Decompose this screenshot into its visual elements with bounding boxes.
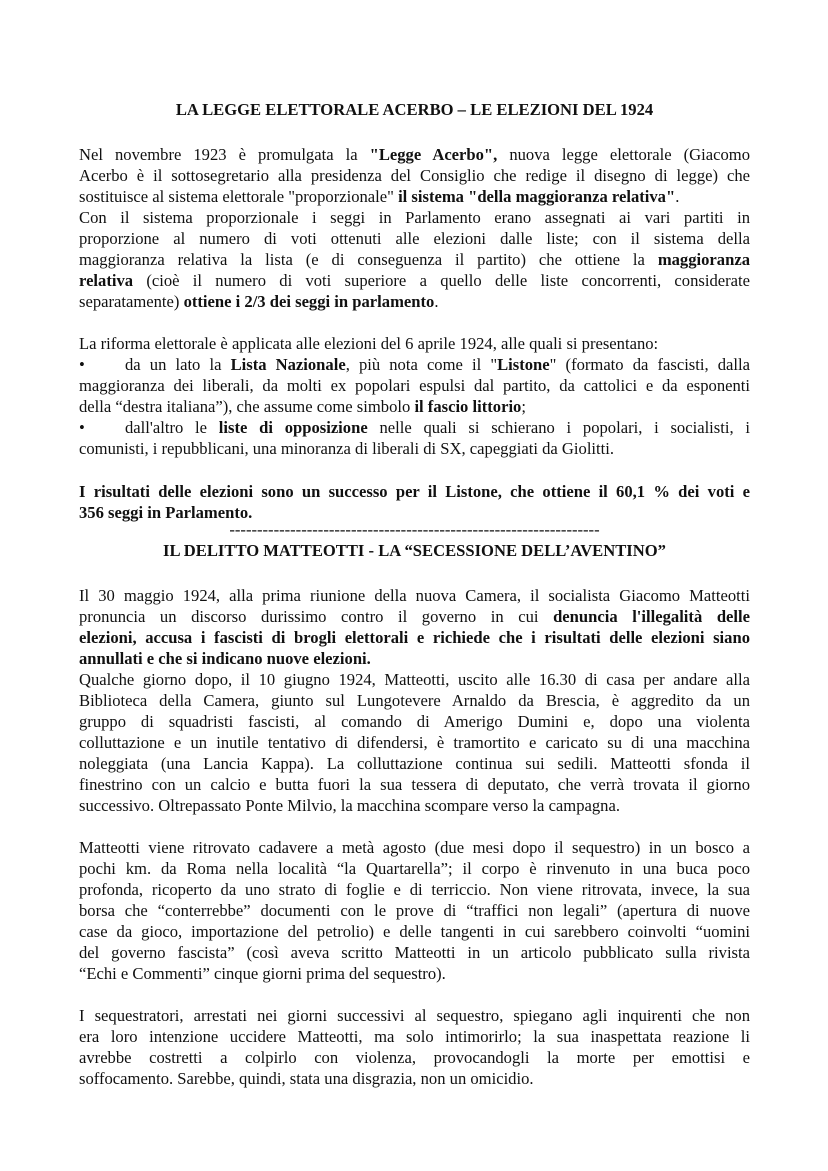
text-span: sostituisce al sistema elettorale "proporzionale" [79,187,399,206]
bullet-icon: • [79,418,85,437]
text-line: colluttazione e un inutile tentativo di difendersi, è tramortito e caricato su di una macchina [79,733,750,752]
text-line [79,628,750,648]
text-line [79,271,750,291]
list-item [79,418,750,438]
list-item [79,355,750,375]
text-line: finestrino con un calcio e butta fuori la sua tessera di deputato, che verrà trovata il giorno [79,775,750,794]
text-line: Con il sistema proporzionale i seggi in Parlamento erano assegnati ai vari partiti in [79,208,750,227]
bold-text: liste di opposizione [218,418,368,437]
text-span: (cioè il numero di voti superiore a quello delle liste concorrenti, considerate [133,271,750,290]
text-span [125,418,750,438]
bullet-icon: • [79,355,85,374]
bold-text: il sistema "della maggioranza relativa" [398,187,676,206]
bold-text: elezioni, accusa i fascisti di brogli elettorali e richiede che i risultati delle elezioni siano [79,628,750,647]
text-span: dall'altro le [125,418,219,437]
text-span: ; [521,397,526,416]
text-line: soffocamento. Sarebbe, quindi, stata una disgrazia, non un omicidio. [79,1069,534,1088]
text-line: borsa che “conterrebbe” documenti con le prove di “traffici non legali” (apertura di nuove [79,901,750,920]
text-line: “Echi e Commenti” cinque giorni prima del sequestro). [79,964,446,983]
text-line [79,250,750,270]
text-line: Qualche giorno dopo, il 10 giugno 1924, Matteotti, uscito alle 16.30 di casa per andare alla [79,670,750,689]
text-line: successivo. Oltrepassato Ponte Milvio, la macchina scompare verso la campagna. [79,796,620,815]
text-span: pronuncia un discorso durissimo contro il governo in cui [79,607,554,626]
separator: ------------------------------------------------------------------- [229,520,600,539]
text-span: . [675,187,680,206]
text-span: maggioranza relativa la lista (e di conseguenza il partito) che ottiene la [79,250,658,269]
text-line: pochi km. da Roma nella località “la Quartarella”; il corpo è rinvenuto in una buca poco [79,859,750,878]
text-line: profonda, ricoperto da uno strato di foglie e di terriccio. Non viene ritrovata, invece, la sua [79,880,750,899]
text-line: gruppo di squadristi fascisti, al comando di Amerigo Dumini e, dopo una violenta [79,712,750,731]
text-line: Acerbo è il sottosegretario alla presidenza del Consiglio che redige il disegno di legge) che [79,166,750,185]
text-line: maggioranza dei liberali, da molti ex popolari espulsi dal partito, da cattolici e da esponenti [79,376,750,395]
bold-text: 356 seggi in Parlamento. [79,503,253,522]
bold-text: il fascio littorio [414,397,522,416]
text-line: La riforma elettorale è applicata alle elezioni del 6 aprile 1924, alle quali si presentano: [79,334,659,353]
bold-text: ottiene i 2/3 dei seggi in parlamento [183,292,435,311]
text-span: nelle quali si schierano i popolari, i socialisti, i [367,418,750,437]
bold-text: Lista Nazionale [230,355,346,374]
text-span: . [434,292,439,311]
text-span [125,355,750,375]
text-line [79,397,750,417]
bold-text: denuncia l'illegalità delle [553,607,750,626]
text-line: Biblioteca della Camera, giunto sul Lungotevere Arnaldo da Brescia, è aggredito da un [79,691,750,710]
text-line: I sequestratori, arrestati nei giorni successivi al sequestro, spiegano agli inquirenti che non [79,1006,750,1025]
bold-text: I risultati delle elezioni sono un successo per il Listone, che ottiene il 60,1 % dei voti e [79,482,750,501]
text-span: , più nota come il " [345,355,498,374]
bold-text: "Legge Acerbo", [369,145,498,164]
text-line [79,145,750,165]
text-line: Il 30 maggio 1924, alla prima riunione della nuova Camera, il socialista Giacomo Matteotti [79,586,750,605]
bold-text: maggioranza [657,250,750,269]
text-line: avrebbe costretti a colpirlo con violenza, provocandogli la morte per emottisi e [79,1048,750,1067]
text-line: proporzione al numero di voti ottenuti alle elezioni dalle liste; con il sistema della [79,229,750,248]
text-line [79,187,750,207]
text-line: del governo fascista” (così aveva scritto Matteotti in un articolo pubblicato sulla rivista [79,943,750,962]
bold-text: Listone [497,355,550,374]
text-span: da un lato la [125,355,231,374]
text-line [79,292,750,312]
text-line: case da gioco, importazione del petrolio) e delle tangenti in cui sarebbero coinvolti “uomini [79,922,750,941]
text-line: Matteotti viene ritrovato cadavere a metà agosto (due mesi dopo il sequestro) in un bosco a [79,838,750,857]
text-line [79,649,750,669]
page-title: LA LEGGE ELETTORALE ACERBO – LE ELEZIONI DEL 1924 [175,100,654,119]
text-line: era loro intenzione uccidere Matteotti, ma solo intimorirlo; la sua inaspettata reazione li [79,1027,750,1046]
text-span: nuova legge elettorale (Giacomo [497,145,750,164]
text-line [79,607,750,627]
text-line: comunisti, i repubblicani, una minoranza di liberali di SX, capeggiati da Giolitti. [79,439,615,458]
text-span: separatamente) [79,292,184,311]
section-title: IL DELITTO MATTEOTTI - LA “SECESSIONE DELL’AVENTINO” [163,541,666,560]
text-span: della “destra italiana”), che assume come simbolo [79,397,415,416]
bold-text: relativa [79,271,134,290]
text-line [79,482,750,502]
bold-text: annullati e che si indicano nuove elezioni. [79,649,371,668]
text-span: " (formato da fascisti, dalla [549,355,750,374]
text-span: Nel novembre 1923 è promulgata la [79,145,370,164]
text-line: noleggiata (una Lancia Kappa). La colluttazione continua sui sedili. Matteotti sfonda il [79,754,750,773]
